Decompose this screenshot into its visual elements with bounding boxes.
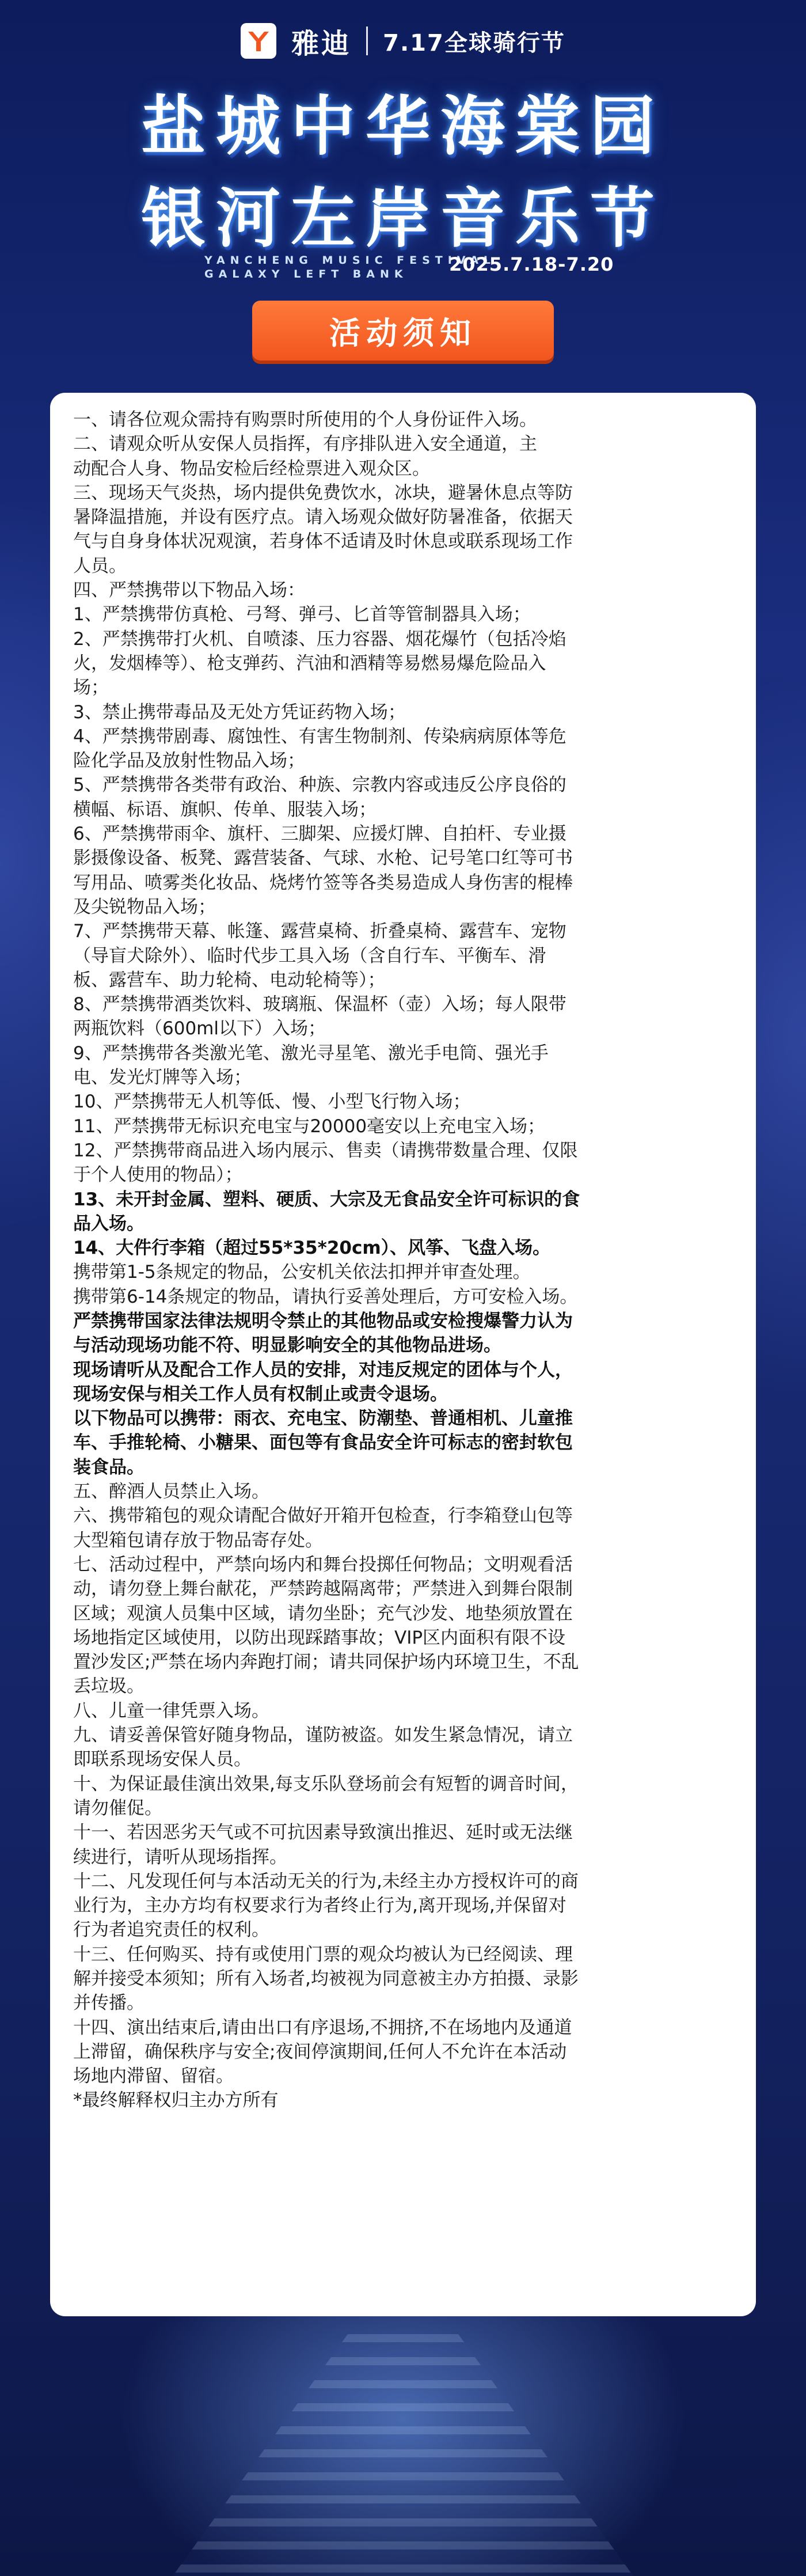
notice-line: 2、严禁携带打火机、自喷漆、压力容器、烟花爆竹（包括冷焰 <box>73 628 567 650</box>
notice-card <box>50 393 756 2316</box>
notice-line: 10、严禁携带无人机等低、慢、小型飞行物入场； <box>73 1091 471 1113</box>
notice-line: 行为者追究责任的权利。 <box>73 1919 269 1941</box>
notice-line: 大型箱包请存放于物品寄存处。 <box>73 1530 323 1551</box>
notice-line: 现场安保与相关工作人员有权制止或责令退场。 <box>73 1383 448 1405</box>
subtitle-en-line-2: GALAXY LEFT BANK <box>204 268 408 280</box>
notice-line: 人员。 <box>73 555 127 576</box>
stairs-background <box>173 2334 633 2576</box>
notice-line: 十一、若因恶劣天气或不可抗因素导致演出推迟、延时或无法继 <box>73 1822 573 1843</box>
notice-line: 车、手推轮椅、小糖果、面包等有食品安全许可标志的密封软包 <box>73 1432 573 1454</box>
notice-line: 暑降温措施，并设有医疗点。请入场观众做好防暑准备，依据天 <box>73 507 573 528</box>
brand-name: 雅迪 <box>291 27 352 60</box>
notice-line: 十三、任何购买、持有或使用门票的观众均被认为已经阅读、理 <box>73 1944 573 1965</box>
notice-line: 两瓶饮料（600ml以下）入场； <box>73 1018 326 1039</box>
notice-line: 气与自身身体状况观演，若身体不适请及时休息或联系现场工作 <box>73 531 573 552</box>
notice-line: 品入场。 <box>73 1213 145 1234</box>
title-line-2: 银河左岸音乐节 <box>141 181 665 256</box>
notice-line: 13、未开封金属、塑料、硬质、大宗及无食品安全许可标识的食 <box>73 1189 580 1210</box>
notice-line: 一、请各位观众需持有购票时所使用的个人身份证件入场。 <box>73 409 537 430</box>
notice-line: 场； <box>73 677 109 699</box>
notice-line: 板、露营车、助力轮椅、电动轮椅等）； <box>73 969 386 991</box>
notice-line: 险化学品及放射性物品入场； <box>73 750 305 772</box>
notice-line: 携带第1-5条规定的物品，公安机关依法扣押并审查处理。 <box>73 1262 531 1283</box>
notice-line: 请勿催促。 <box>73 1797 162 1819</box>
notice-line: 五、醉酒人员禁止入场。 <box>73 1481 269 1503</box>
title-line-1: 盐城中华海棠园 <box>141 89 665 164</box>
notice-line: 于个人使用的物品）； <box>73 1164 243 1186</box>
notice-line: 5、严禁携带各类带有政治、种族、宗教内容或违反公序良俗的 <box>73 775 567 796</box>
yadea-logo-icon <box>241 23 276 59</box>
notice-line: 并传播。 <box>73 1993 145 2014</box>
notice-line: 11、严禁携带无标识充电宝与20000毫安以上充电宝入场； <box>73 1116 546 1137</box>
notice-line: 即联系现场安保人员。 <box>73 1749 252 1770</box>
notice-line: 装食品。 <box>73 1456 145 1478</box>
subtitle-en-line-1: YANCHENG MUSIC FESTIVAL <box>204 254 496 267</box>
brand-divider <box>366 26 368 55</box>
event-name: 7.17全球骑行节 <box>383 29 565 56</box>
notice-title-badge: 活动须知 <box>252 301 554 361</box>
notice-line: 横幅、标语、旗帜、传单、服装入场； <box>73 799 377 820</box>
notice-line: 动配合人身、物品安检后经检票进入观众区。 <box>73 458 430 479</box>
notice-line: 四、严禁携带以下物品入场： <box>73 580 305 601</box>
notice-line: 区域；观演人员集中区域，请勿坐卧；充气沙发、地垫须放置在 <box>73 1603 573 1624</box>
notice-line: 与活动现场功能不符、明显影响安全的其他物品进场。 <box>73 1335 501 1356</box>
notice-line: 影摄像设备、板凳、露营装备、气球、水枪、记号笔口红等可书 <box>73 848 573 869</box>
notice-line: 14、大件行李箱（超过55*35*20cm）、风筝、飞盘入场。 <box>73 1238 551 1259</box>
notice-line: 丢垃圾。 <box>73 1676 145 1697</box>
notice-line: 六、携带箱包的观众请配合做好开箱开包检查，行李箱登山包等 <box>73 1505 573 1527</box>
notice-line: 严禁携带国家法律法规明令禁止的其他物品或安检搜爆警力认为 <box>73 1310 573 1331</box>
notice-line: 携带第6-14条规定的物品，请执行妥善处理后，方可安检入场。 <box>73 1286 578 1307</box>
notice-line: 解并接受本须知；所有入场者,均被视为同意被主办方拍摄、录影 <box>73 1968 579 1989</box>
notice-line: 及尖锐物品入场； <box>73 896 216 917</box>
notice-line: 写用品、喷雾类化妆品、烧烤竹签等各类易造成人身伤害的棍棒 <box>73 872 573 893</box>
notice-line: 电、发光灯牌等入场； <box>73 1067 252 1088</box>
notice-line: （导盲犬除外）、临时代步工具入场（含自行车、平衡车、滑 <box>73 945 546 966</box>
notice-line: 以下物品可以携带：雨衣、充电宝、防潮垫、普通相机、儿童推 <box>73 1408 573 1429</box>
notice-line: 3、禁止携带毒品及无处方凭证药物入场； <box>73 701 406 723</box>
notice-line: 现场请听从及配合工作人员的安排，对违反规定的团体与个人， <box>73 1359 573 1380</box>
notice-line: 十二、凡发现任何与本活动无关的行为,未经主办方授权许可的商 <box>73 1871 579 1892</box>
notice-line: 九、请妥善保管好随身物品，谨防被盗。如发生紧急情况，请立 <box>73 1725 573 1746</box>
brand-bar <box>0 15 806 67</box>
notice-line: 七、活动过程中，严禁向场内和舞台投掷任何物品；文明观看活 <box>73 1554 573 1575</box>
notice-line: 9、严禁携带各类激光笔、激光寻星笔、激光手电筒、强光手 <box>73 1042 549 1064</box>
notice-line: 三、现场天气炎热，场内提供免费饮水，冰块，避暑休息点等防 <box>73 482 573 503</box>
event-date: 2025.7.18-7.20 <box>449 253 614 275</box>
notice-line: 12、严禁携带商品进入场内展示、售卖（请携带数量合理、仅限 <box>73 1140 578 1161</box>
notice-line: 续进行，请听从现场指挥。 <box>73 1846 287 1868</box>
notice-line: 火，发烟棒等）、枪支弹药、汽油和酒精等易燃易爆危险品入 <box>73 652 546 674</box>
notice-line: 十四、演出结束后,请由出口有序退场,不拥挤,不在场地内及通道 <box>73 2017 572 2038</box>
notice-line: 二、请观众听从安保人员指挥，有序排队进入安全通道，主 <box>73 434 537 455</box>
notice-text-block <box>73 408 733 2113</box>
notice-line: 1、严禁携带仿真枪、弓弩、弹弓、匕首等管制器具入场； <box>73 604 531 625</box>
notice-line: 4、严禁携带剧毒、腐蚀性、有害生物制剂、传染病病原体等危 <box>73 726 567 747</box>
notice-line: 7、严禁携带天幕、帐篷、露营桌椅、折叠桌椅、露营车、宠物 <box>73 921 567 942</box>
notice-line: 业行为，主办方均有权要求行为者终止行为,离开现场,并保留对 <box>73 1895 567 1917</box>
notice-line: *最终解释权归主办方所有 <box>73 2090 279 2111</box>
notice-line: 十、为保证最佳演出效果,每支乐队登场前会有短暂的调音时间， <box>73 1773 579 1795</box>
notice-line: 场地指定区域使用，以防出现踩踏事故；VIP区内面积有限不设 <box>73 1627 566 1648</box>
notice-line: 6、严禁携带雨伞、旗杆、三脚架、应援灯牌、自拍杆、专业摄 <box>73 824 567 845</box>
notice-line: 8、严禁携带酒类饮料、玻璃瓶、保温杯（壶）入场；每人限带 <box>73 994 567 1015</box>
notice-line: 场地内滞留、留宿。 <box>73 2066 234 2087</box>
notice-line: 置沙发区;严禁在场内奔跑打闹；请共同保护场内环境卫生，不乱 <box>73 1652 579 1673</box>
notice-line: 八、儿童一律凭票入场。 <box>73 1700 269 1721</box>
notice-line: 上滞留，确保秩序与安全;夜间停演期间,任何人不允许在本活动 <box>73 2041 567 2062</box>
notice-line: 动，请勿登上舞台献花，严禁跨越隔离带；严禁进入到舞台限制 <box>73 1579 573 1600</box>
